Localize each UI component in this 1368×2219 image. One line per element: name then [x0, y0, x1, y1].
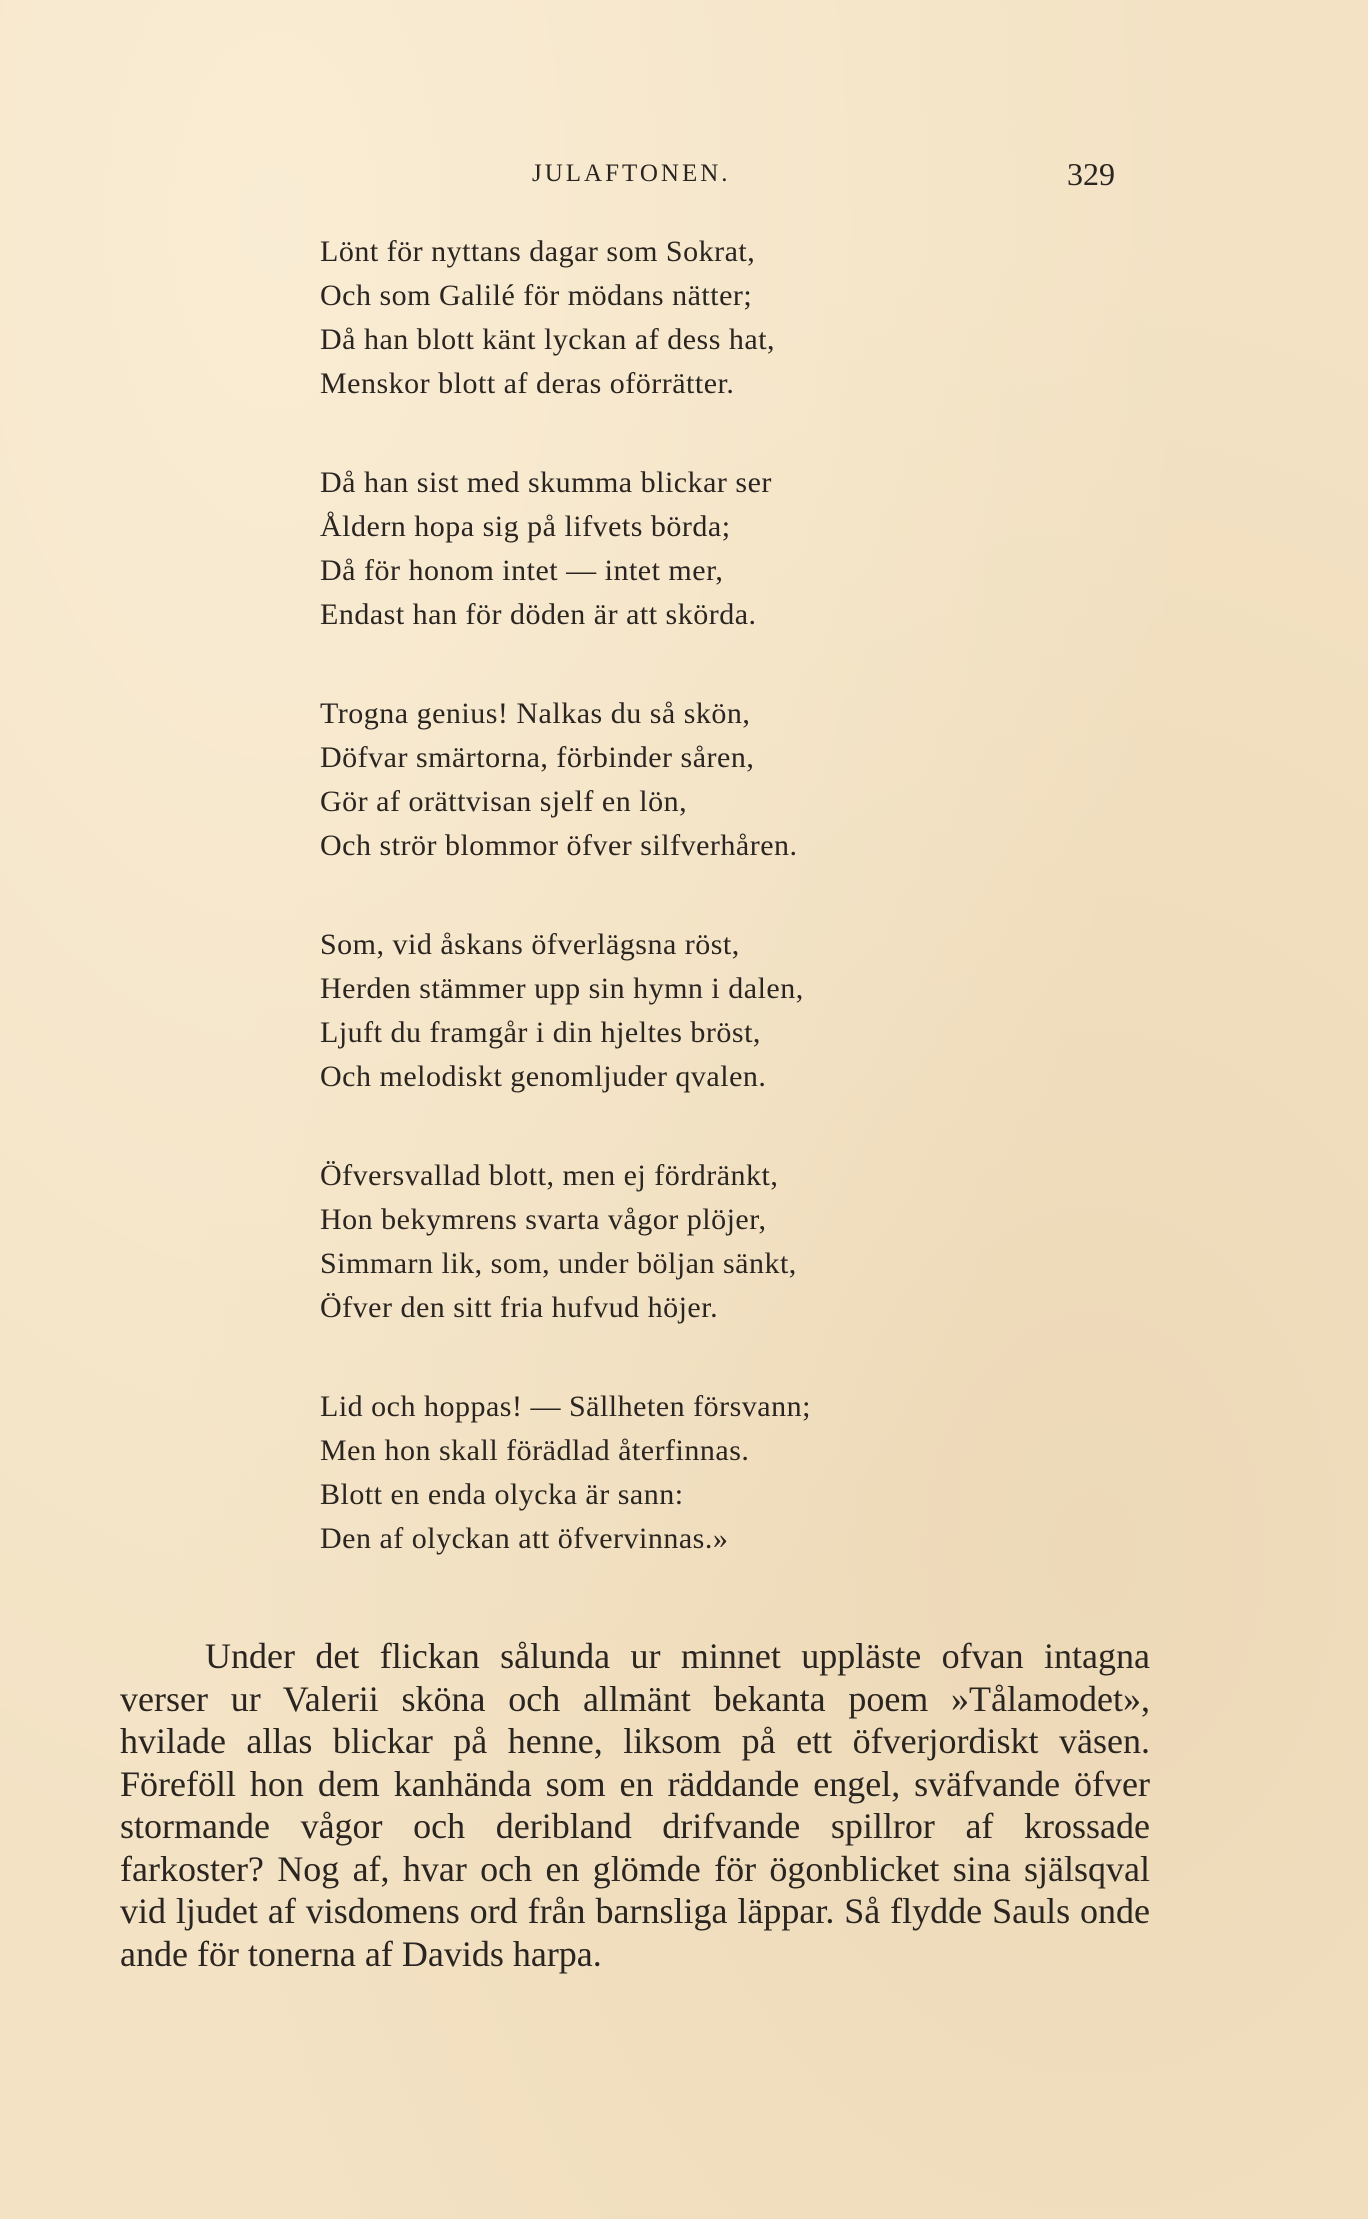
poem-line: Öfver den sitt fria hufvud höjer. — [320, 1291, 719, 1324]
running-head — [320, 156, 1120, 200]
poem-line: Simmarn lik, som, under böljan sänkt, — [320, 1247, 797, 1280]
poem-line: Lid och hoppas! — Sällheten försvann; — [320, 1390, 811, 1423]
poem-line: Som, vid åskans öfverlägsna röst, — [320, 928, 740, 961]
poem-line: Och som Galilé för mödans nätter; — [320, 279, 753, 312]
poem-line: Lönt för nyttans dagar som Sokrat, — [320, 235, 756, 268]
poem-line: Ljuft du framgår i din hjeltes bröst, — [320, 1016, 761, 1049]
poem-line: Den af olyckan att öfvervinnas.» — [320, 1522, 729, 1555]
poem-line: Åldern hopa sig på lifvets börda; — [320, 510, 731, 543]
running-title: JULAFTONEN. — [532, 160, 731, 187]
poem-line: Och melodiskt genomljuder qvalen. — [320, 1060, 767, 1093]
poem-line: Då han blott känt lyckan af dess hat, — [320, 323, 776, 356]
poem-line: Hon bekymrens svarta vågor plöjer, — [320, 1203, 767, 1236]
poem-line: Herden stämmer upp sin hymn i dalen, — [320, 972, 804, 1005]
poem-line: Blott en enda olycka är sann: — [320, 1478, 684, 1511]
poem-line: Menskor blott af deras oförrätter. — [320, 367, 735, 400]
poem-line: Och strör blommor öfver silfverhåren. — [320, 829, 798, 862]
stanza-4 — [320, 923, 1020, 1099]
stanza-1 — [320, 230, 1020, 406]
stanza-2 — [320, 461, 1020, 637]
stanza-6 — [320, 1385, 1020, 1561]
poem — [320, 230, 1020, 1616]
poem-line: Döfvar smärtorna, förbinder såren, — [320, 741, 755, 774]
poem-line: Då han sist med skumma blickar ser — [320, 466, 772, 499]
poem-line: Men hon skall förädlad återfinnas. — [320, 1434, 750, 1467]
poem-line: Endast han för döden är att skörda. — [320, 598, 757, 631]
poem-line: Trogna genius! Nalkas du så skön, — [320, 697, 751, 730]
page-number: 329 — [1067, 156, 1115, 192]
stanza-3 — [320, 692, 1020, 868]
poem-line: Då för honom intet — intet mer, — [320, 554, 724, 587]
poem-line: Gör af orättvisan sjelf en lön, — [320, 785, 688, 818]
prose-paragraph: Under det flickan sålunda ur minnet uppläste ofvan intagna verser ur Valerii sköna och allmänt bekanta poem »Tålamodet», hvilade allas blickar på henne, liksom på ett öfverjordiskt väsen. Föreföll hon dem kanhända som en räddande engel, sväfvande öfver stormande vågor och deribland drifvande spillror af krossade farkoster? Nog af, hvar och en glömde för ögonblicket sina själsqval vid ljudet af visdomens ord från barnsliga läppar. Så flydde Sauls onde ande för tonerna af Davids harpa. — [120, 1636, 1150, 1974]
poem-line: Öfversvallad blott, men ej fördränkt, — [320, 1159, 779, 1192]
stanza-5 — [320, 1154, 1020, 1330]
